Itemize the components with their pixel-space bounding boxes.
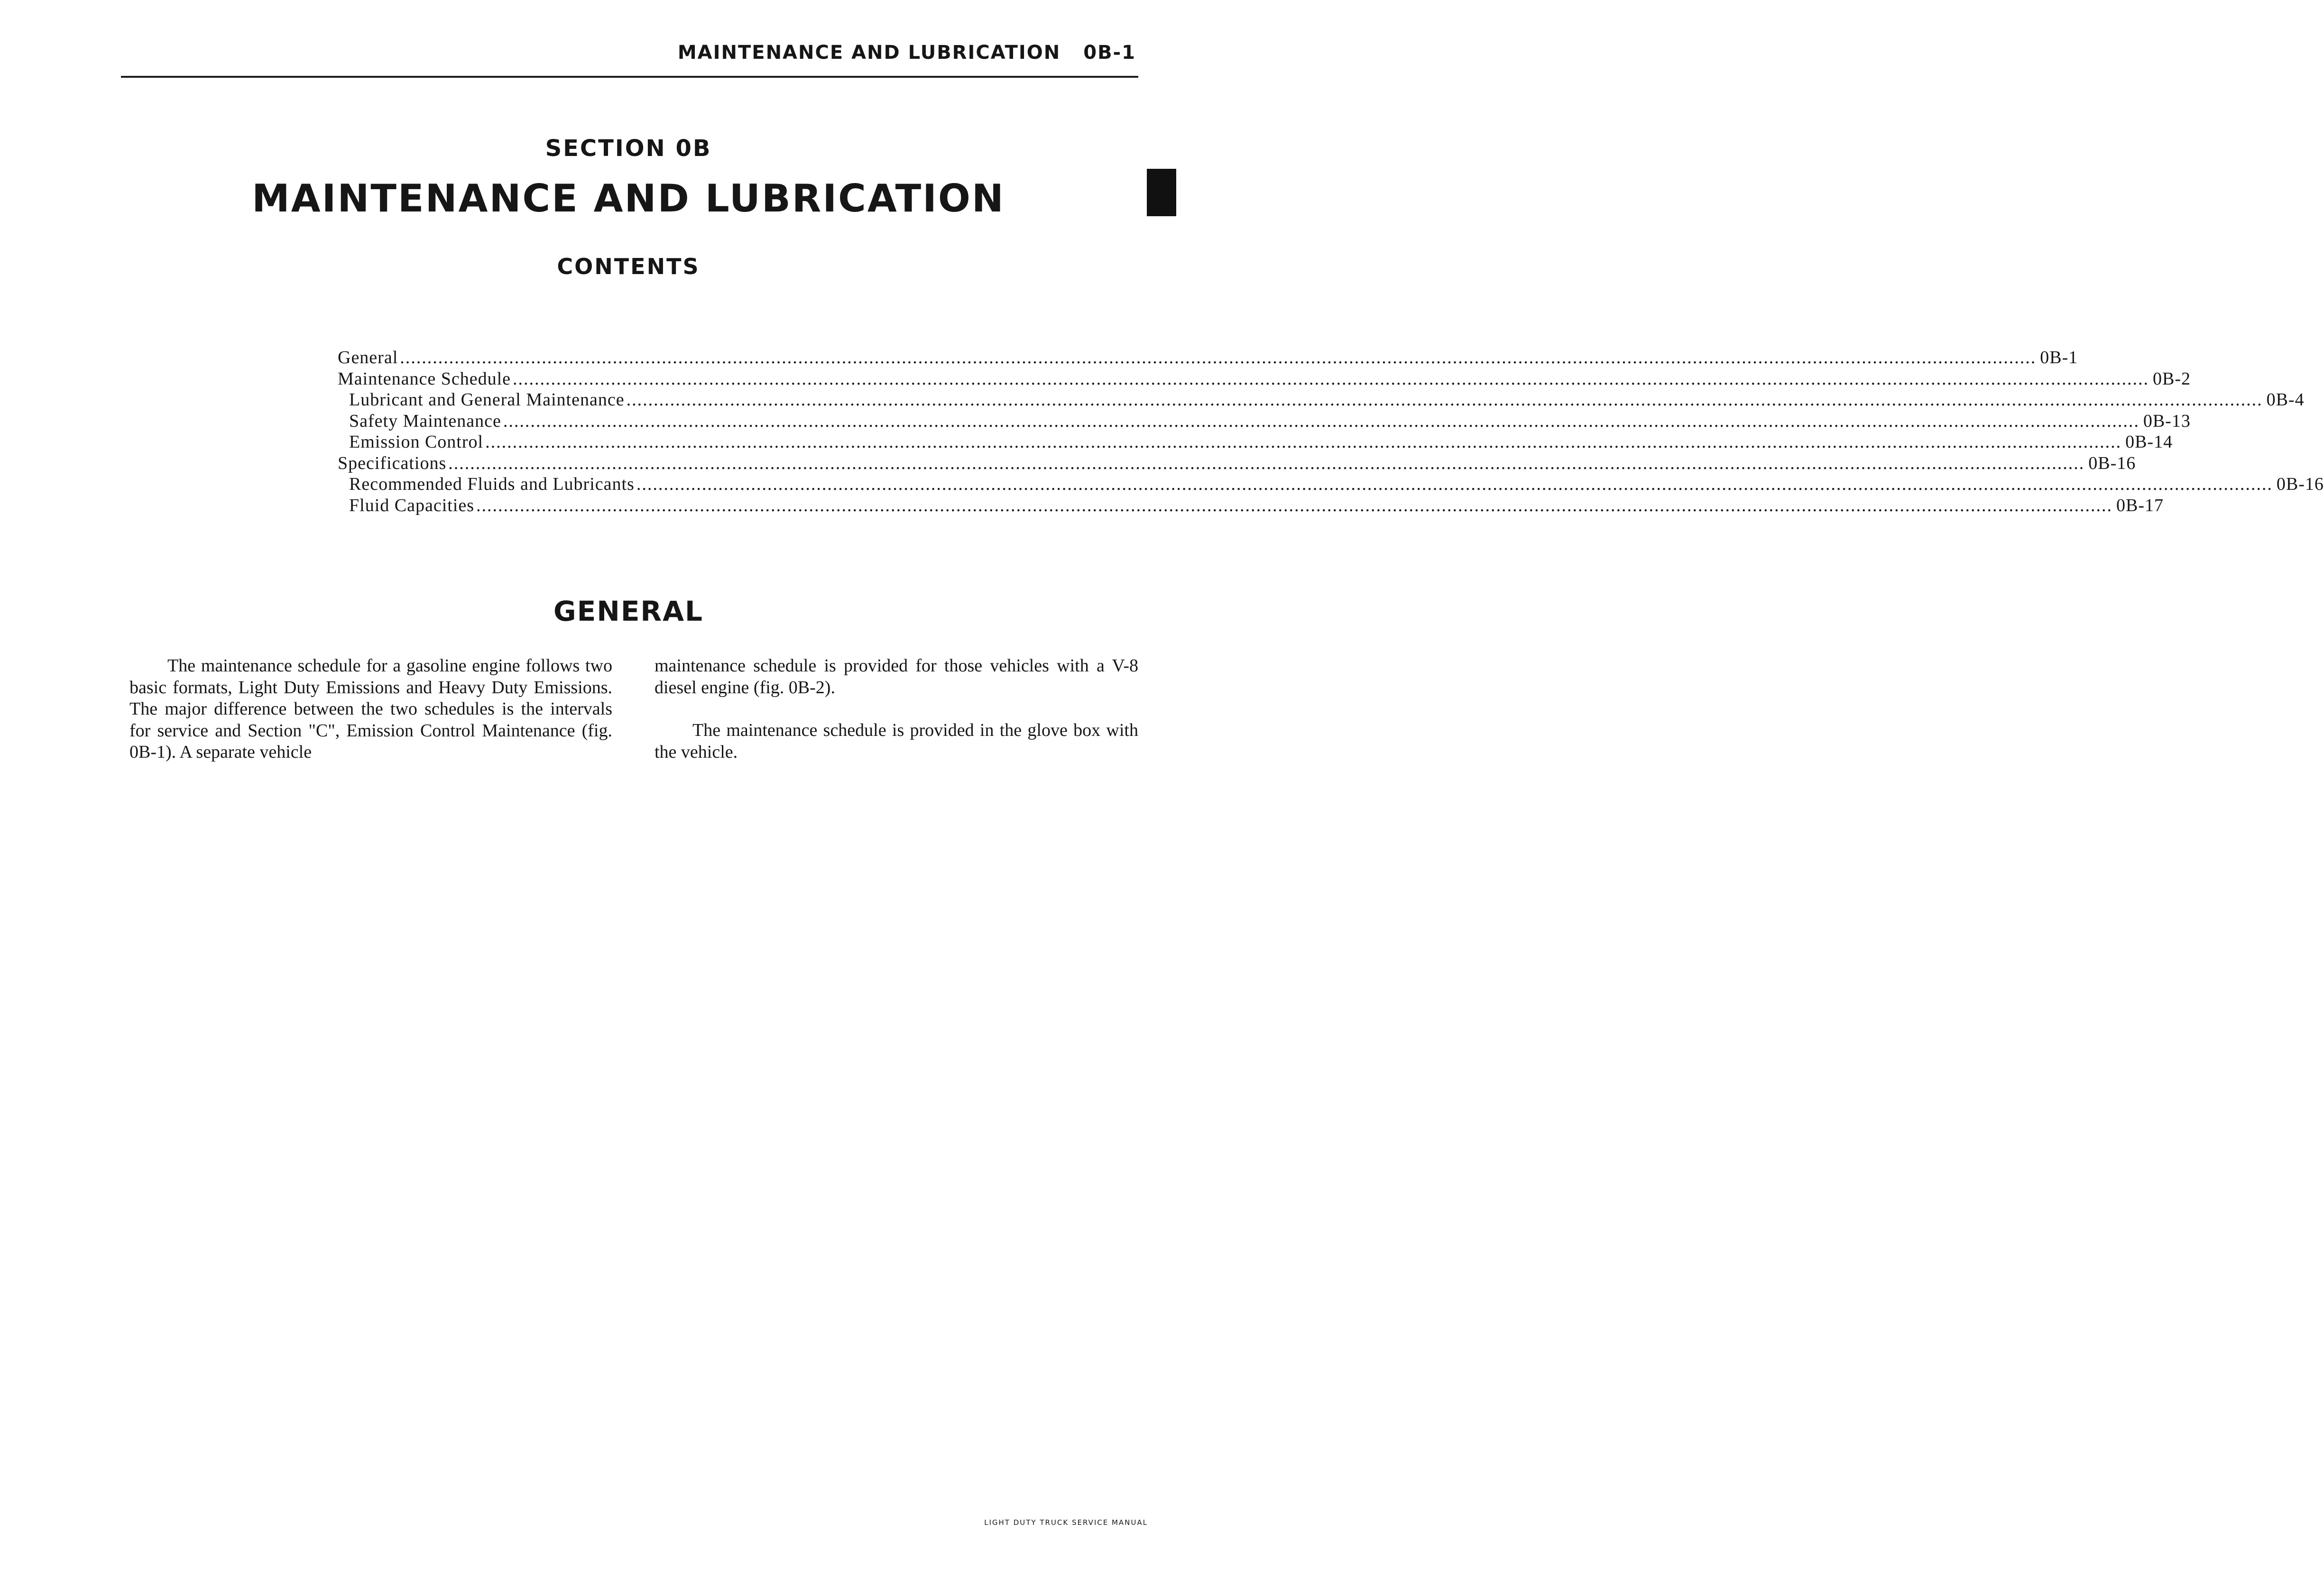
toc-entry-label: General: [338, 348, 398, 367]
general-paragraph-1-continued: maintenance schedule is provided for those vehicles with a V-8 diesel engine (fig. 0B-2).: [655, 656, 1138, 697]
toc-entry-label: Maintenance Schedule: [338, 368, 511, 389]
page-title: MAINTENANCE AND LUBRICATION: [252, 176, 1005, 220]
toc-entry: [338, 431, 2173, 453]
running-header: [617, 42, 1136, 64]
table-of-contents: [338, 347, 2324, 516]
section-label: SECTION 0B: [545, 135, 712, 162]
toc-entry: [338, 474, 2324, 495]
general-heading: GENERAL: [553, 595, 703, 627]
toc-entry-page: 0B-16: [2088, 453, 2136, 473]
toc-leader-dots: ............................................................................................................................................................................................................................................................................................................: [448, 453, 2085, 473]
toc-leader-dots: ............................................................................................................................................................................................................................................................................................................: [503, 411, 2140, 431]
page-number: 0B-1: [1083, 42, 1136, 64]
toc-leader-dots: ............................................................................................................................................................................................................................................................................................................: [513, 368, 2149, 389]
footer-manual-title: LIGHT DUTY TRUCK SERVICE MANUAL: [984, 1518, 1148, 1527]
toc-entry-label: Safety Maintenance: [349, 411, 501, 431]
toc-entry-page: 0B-17: [2116, 495, 2164, 515]
toc-entry: [338, 347, 2078, 368]
toc-entry-page: 0B-2: [2153, 368, 2191, 389]
toc-entry-label: Lubricant and General Maintenance: [349, 390, 625, 410]
contents-heading: CONTENTS: [557, 254, 700, 279]
toc-entry-label: Recommended Fluids and Lubricants: [349, 474, 635, 494]
right-text-column: [655, 655, 1138, 763]
toc-entry-page: 0B-16: [2276, 474, 2324, 494]
toc-entry: [338, 368, 2191, 390]
toc-leader-dots: ............................................................................................................................................................................................................................................................................................................: [400, 348, 2037, 367]
toc-entry-label: Fluid Capacities: [349, 495, 475, 515]
running-header-title: MAINTENANCE AND LUBRICATION: [677, 42, 1061, 64]
toc-entry-page: 0B-14: [2125, 432, 2173, 452]
toc-entry: [338, 411, 2191, 432]
left-text-column: [129, 655, 612, 763]
toc-entry: [338, 453, 2136, 474]
toc-entry-label: Emission Control: [349, 432, 484, 452]
general-paragraph-2: The maintenance schedule is provided in the glove box with the vehicle.: [655, 720, 1138, 762]
toc-entry: [338, 495, 2164, 516]
general-paragraph-1: The maintenance schedule for a gasoline engine follows two basic formats, Light Duty Emissions and Heavy Duty Emissions. The major difference between the two schedules is the intervals for service and Section "C", Emission Control Maintenance (fig. 0B-1). A separate vehicle: [129, 656, 612, 762]
toc-entry-page: 0B-4: [2266, 390, 2305, 410]
toc-entry-page: 0B-13: [2143, 411, 2191, 431]
toc-entry-page: 0B-1: [2040, 348, 2078, 367]
toc-entry-label: Specifications: [338, 453, 447, 473]
toc-leader-dots: ............................................................................................................................................................................................................................................................................................................: [626, 390, 2263, 410]
toc-leader-dots: ............................................................................................................................................................................................................................................................................................................: [636, 474, 2273, 494]
header-rule: [121, 76, 1138, 78]
toc-leader-dots: ............................................................................................................................................................................................................................................................................................................: [476, 495, 2113, 515]
toc-entry: [338, 389, 2305, 411]
toc-leader-dots: ............................................................................................................................................................................................................................................................................................................: [485, 432, 2122, 452]
